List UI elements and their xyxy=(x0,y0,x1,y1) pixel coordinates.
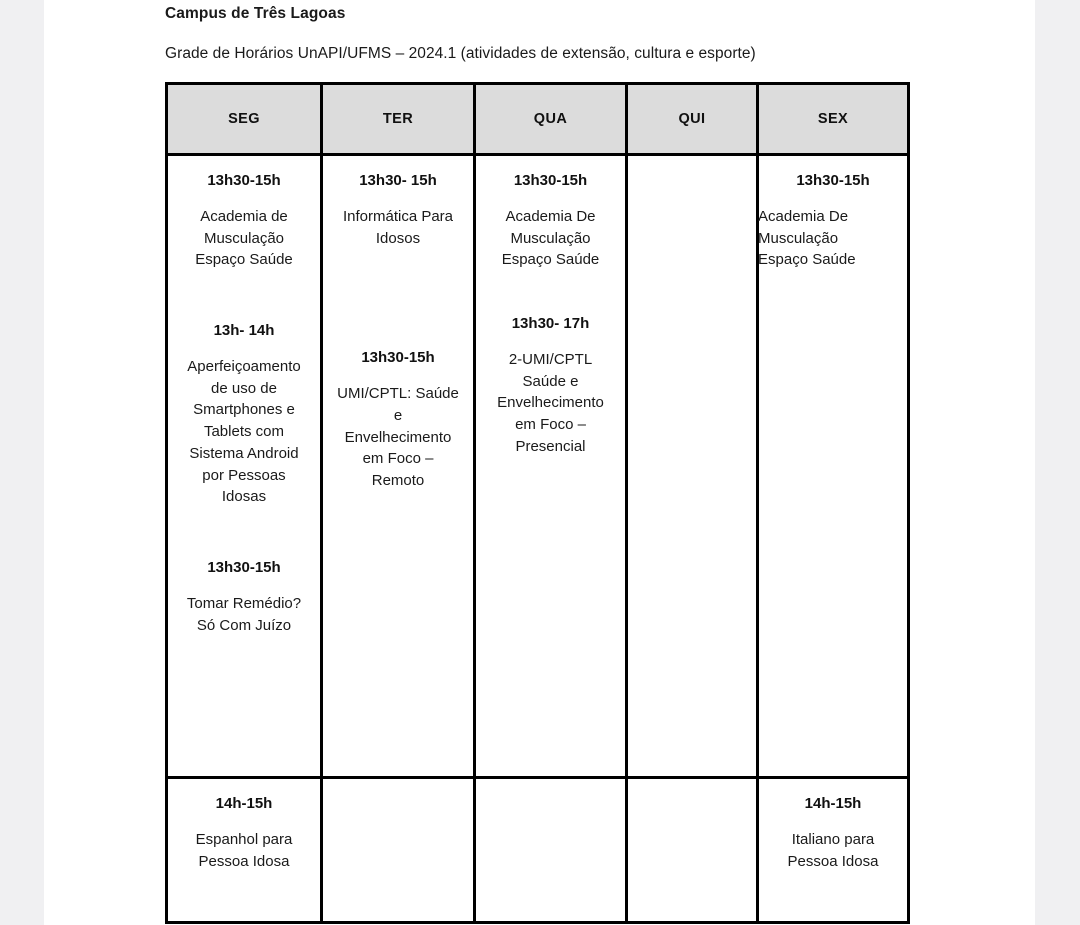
cell-ter-language xyxy=(322,778,475,923)
page-subtitle: Grade de Horários UnAPI/UFMS – 2024.1 (atividades de extensão, cultura e esporte) xyxy=(165,45,756,62)
activity-title-line: Musculação xyxy=(203,229,285,247)
cell-sex-language xyxy=(758,778,909,923)
activity-title-line: em Foco – xyxy=(515,416,586,433)
page-title: Campus de Três Lagoas xyxy=(165,5,346,22)
cell-ter-main xyxy=(322,155,475,778)
block-gap xyxy=(171,299,317,320)
activity-block xyxy=(171,793,317,872)
column-header-qui: QUI xyxy=(627,84,758,155)
block-spacer xyxy=(171,579,317,593)
activity-title-line: Academia De xyxy=(758,207,849,225)
block-spacer xyxy=(762,815,904,829)
activity-time: 14h-15h xyxy=(804,795,862,812)
activity-title-line: Idosos xyxy=(375,229,421,247)
cell-content-empty xyxy=(628,779,756,801)
activity-title-line: Espanhol para xyxy=(195,830,293,848)
activity-title-line: Tomar Remédio? xyxy=(186,594,302,612)
activity-title-line: Envelhecimento xyxy=(497,394,604,412)
block-spacer xyxy=(326,369,470,383)
table-body xyxy=(167,155,909,923)
cell-content-empty xyxy=(323,779,473,801)
column-header-sex: SEX xyxy=(758,84,909,155)
activity-time: 13h30-15h xyxy=(207,172,281,189)
activity-title-line: Italiano para xyxy=(791,830,875,848)
document-page xyxy=(44,0,1035,925)
table-row xyxy=(167,778,909,923)
column-header-seg: SEG xyxy=(167,84,322,155)
activity-time: 13h30- 17h xyxy=(511,315,590,332)
cell-seg-main xyxy=(167,155,322,778)
activity-time: 13h- 14h xyxy=(213,322,275,339)
activity-block xyxy=(171,557,317,636)
cell-content xyxy=(759,779,907,880)
activity-title-line: Sistema Android xyxy=(189,444,299,462)
block-gap xyxy=(326,305,470,333)
block-spacer xyxy=(479,192,622,206)
header-row xyxy=(167,84,909,155)
cell-content xyxy=(476,156,625,466)
block-gap xyxy=(171,508,317,536)
cell-content-empty xyxy=(628,156,756,178)
activity-title-line: Envelhecimento xyxy=(344,428,452,446)
activity-title-line: Idosas xyxy=(221,488,267,506)
activity-title-line: 2-UMI/CPTL xyxy=(508,350,593,368)
cell-seg-language xyxy=(167,778,322,923)
activity-title-line: Tablets com xyxy=(203,423,285,440)
cell-content xyxy=(323,156,473,500)
cell-content xyxy=(759,156,907,279)
activity-time: 13h30-15h xyxy=(796,172,870,189)
column-header-ter: TER xyxy=(322,84,475,155)
activity-time: 13h30- 15h xyxy=(359,172,437,189)
activity-title-line: por Pessoas xyxy=(202,466,286,484)
activity-title-line: Remoto xyxy=(371,472,425,489)
activity-title-line: Academia de xyxy=(200,207,288,225)
block-gap xyxy=(326,249,470,277)
activity-time: 14h-15h xyxy=(215,795,273,812)
schedule-table-wrapper xyxy=(165,82,907,924)
activity-block xyxy=(758,170,904,271)
table-row xyxy=(167,155,909,778)
block-spacer xyxy=(762,192,904,206)
cell-content xyxy=(168,779,320,880)
cell-content xyxy=(168,156,320,644)
block-gap xyxy=(326,333,470,347)
cell-content-empty xyxy=(476,779,625,801)
activity-title-line: Presencial xyxy=(515,437,586,455)
activity-title-line: Espaço Saúde xyxy=(501,251,600,269)
activity-time: 13h30-15h xyxy=(207,559,281,576)
block-gap xyxy=(479,271,622,299)
activity-title-line: Musculação xyxy=(510,229,591,247)
cell-qua-main xyxy=(475,155,627,778)
activity-title-line: Academia De xyxy=(505,207,596,225)
activity-title-line: Aperfeiçoamento xyxy=(187,357,301,375)
activity-title-line: Só Com Juízo xyxy=(196,616,292,634)
activity-title-line: Musculação xyxy=(758,229,839,247)
activity-block xyxy=(479,170,622,271)
block-spacer xyxy=(171,815,317,829)
block-spacer xyxy=(326,192,470,206)
activity-title-line: de uso de xyxy=(211,379,277,397)
block-gap xyxy=(326,277,470,305)
activity-block xyxy=(171,170,317,271)
block-spacer xyxy=(479,335,622,349)
activity-title-line: Saúde e xyxy=(522,372,579,390)
block-spacer xyxy=(171,192,317,206)
activity-block xyxy=(479,313,622,458)
activity-title-line: Informática Para xyxy=(342,207,454,225)
cell-qua-language xyxy=(475,778,627,923)
activity-title-line: Pessoa Idosa xyxy=(198,852,290,870)
activity-title-line: Pessoa Idosa xyxy=(787,852,879,870)
block-gap xyxy=(171,271,317,299)
activity-title-line: em Foco – xyxy=(362,450,434,468)
activity-block xyxy=(762,793,904,872)
activity-title-line: Espaço Saúde xyxy=(195,251,293,269)
column-header-qua: QUA xyxy=(475,84,627,155)
activity-block xyxy=(171,320,317,508)
activity-title-line: Smartphones e xyxy=(193,401,295,419)
block-gap xyxy=(479,299,622,313)
activity-time: 13h30-15h xyxy=(361,349,435,367)
schedule-table xyxy=(165,82,910,924)
block-gap xyxy=(171,536,317,557)
cell-qui-language xyxy=(627,778,758,923)
activity-block xyxy=(326,347,470,492)
activity-title-line: UMI/CPTL: Saúde xyxy=(337,385,459,402)
cell-qui-main xyxy=(627,155,758,778)
block-spacer xyxy=(171,342,317,356)
activity-title-line: Espaço Saúde xyxy=(758,251,856,269)
activity-block xyxy=(326,170,470,249)
cell-sex-main xyxy=(758,155,909,778)
activity-title-line: e xyxy=(393,406,403,424)
table-header xyxy=(167,84,909,155)
activity-time: 13h30-15h xyxy=(513,172,588,189)
